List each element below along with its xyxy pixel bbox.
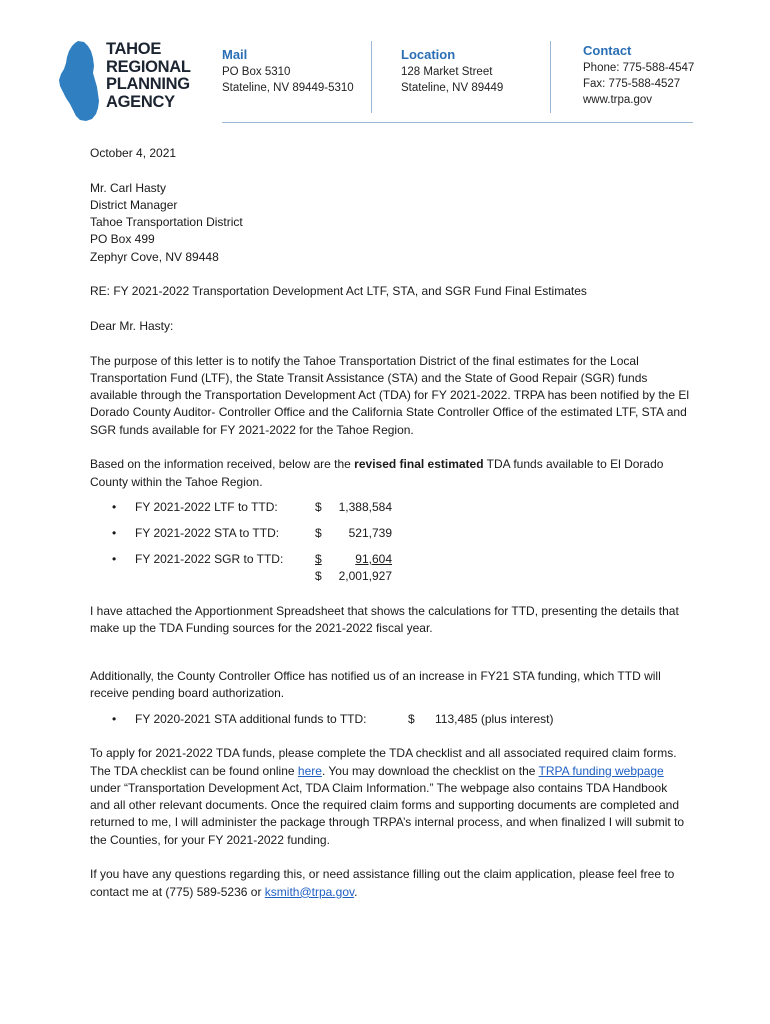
fund-amount: 113,485 (plus interest) — [435, 711, 554, 726]
fund-amount: 91,604 — [355, 552, 392, 567]
bullet-icon: • — [112, 500, 117, 515]
paragraph-attachment: I have attached the Apportionment Spreadsheet that shows the calculations for TTD, presenting the details that make up the TDA Funding sources for the 2021-2022 fiscal year. — [90, 603, 679, 636]
fund-amount: 521,739 — [348, 526, 392, 541]
checklist-link[interactable]: here — [297, 763, 322, 778]
header-divider — [371, 41, 372, 113]
fund-item — [90, 499, 690, 516]
total-amount: 2,001,927 — [338, 569, 392, 584]
salutation: Dear Mr. Hasty: — [90, 318, 174, 333]
letterhead — [0, 0, 770, 125]
org-name — [106, 41, 191, 111]
org-name-line: TAHOE — [106, 40, 162, 58]
emphasis-text: revised final estimated — [354, 457, 484, 472]
contact-web[interactable]: www.trpa.gov — [583, 94, 653, 106]
additional-fund-item — [90, 711, 690, 728]
bullet-icon: • — [112, 526, 117, 541]
fund-item — [90, 525, 690, 542]
paragraph-estimates — [90, 456, 690, 491]
contact-fax: Fax: 775-588-4527 — [583, 78, 681, 90]
org-name-line: REGIONAL — [106, 57, 191, 76]
address-line: Zephyr Cove, NV 89448 — [90, 249, 219, 264]
contact-title: Contact — [583, 43, 632, 58]
address-line: PO Box 499 — [90, 232, 155, 247]
fund-currency: $ — [315, 500, 322, 515]
header-rule — [222, 122, 693, 123]
fund-item — [90, 551, 690, 568]
header-divider — [550, 41, 551, 113]
text-run: . You may download the checklist on the — [321, 763, 539, 778]
email-link[interactable]: ksmith@trpa.gov — [264, 884, 355, 899]
mail-line: Stateline, NV 89449-5310 — [222, 82, 354, 94]
org-name-line: AGENCY — [106, 92, 175, 111]
org-name-line: PLANNING — [106, 75, 190, 93]
text-run: . — [354, 884, 358, 899]
letter-date: October 4, 2021 — [90, 146, 177, 160]
location-line: 128 Market Street — [401, 66, 493, 78]
fund-label: FY 2021-2022 STA to TTD: — [135, 526, 280, 541]
bullet-icon: • — [112, 711, 117, 726]
letter-body — [90, 145, 690, 901]
paragraph-contact — [90, 866, 690, 901]
paragraph-additional: Additionally, the County Controller Office has notified us of an increase in FY21 STA funding, which TTD will receive pending board authorization. — [90, 668, 661, 700]
fund-total — [90, 568, 690, 585]
fund-label: FY 2020-2021 STA additional funds to TTD: — [135, 711, 367, 726]
fund-label: FY 2021-2022 SGR to TTD: — [135, 552, 284, 567]
fund-currency: $ — [315, 526, 322, 541]
fund-label: FY 2021-2022 LTF to TTD: — [135, 500, 278, 515]
address-line: Mr. Carl Hasty — [90, 180, 167, 195]
lake-tahoe-logo-icon — [58, 40, 100, 122]
mail-title: Mail — [222, 47, 248, 62]
contact-phone: Phone: 775-588-4547 — [583, 62, 695, 74]
text-run: Based on the information received, below are the — [90, 457, 355, 472]
location-block — [401, 47, 503, 96]
text-run: under “Transportation Development Act, TDA Claim Information.” The webpage also contains TDA Handbook and all other relevant documents. Once the required claim forms and supporting documents are completed and returned to me, I will administer the package through TRPA’s internal process, and when finalized I will submit to the Counties, for your FY 2021-2022 funding. — [90, 780, 685, 847]
subject-line: RE: FY 2021-2022 Transportation Development Act LTF, STA, and SGR Fund Final Estimates — [90, 284, 587, 299]
fund-currency: $ — [315, 552, 322, 567]
location-title: Location — [401, 47, 456, 62]
mail-line: PO Box 5310 — [222, 66, 291, 78]
bullet-icon: • — [112, 552, 117, 567]
paragraph-apply — [90, 745, 690, 849]
fund-amount: 1,388,584 — [338, 500, 392, 515]
funding-webpage-link[interactable]: TRPA funding webpage — [538, 763, 664, 778]
text-run: If you have any questions regarding this, or need assistance filling out the claim application, please feel free to contact me at (775) 589-5236 or — [90, 867, 675, 899]
location-line: Stateline, NV 89449 — [401, 82, 504, 94]
fund-currency: $ — [408, 711, 415, 726]
mail-block — [222, 47, 354, 96]
address-line: District Manager — [90, 197, 178, 212]
total-currency: $ — [315, 569, 322, 584]
text-run: To apply for 2021-2022 TDA funds, please complete the TDA checklist and all associated required claim forms. The TDA checklist can be found online — [90, 746, 677, 778]
paragraph-purpose: The purpose of this letter is to notify the Tahoe Transportation District of the final estimates for the Local Transportation Fund (LTF), the State Transit Assistance (STA) and the State of Good Repair (SGR) funds available through the Transportation Development Act (TDA) for FY 2021-2022. TRPA has been notified by the El Dorado County Auditor- Controller Office and the California State Controller Office of the estimated LTF, STA and SGR funds available for FY 2021-2022 for the Tahoe Region. — [90, 353, 690, 437]
text-run: TDA funds available to El Dorado County within the Tahoe Region. — [90, 457, 664, 489]
contact-block — [583, 43, 694, 108]
address-line: Tahoe Transportation District — [90, 215, 243, 230]
